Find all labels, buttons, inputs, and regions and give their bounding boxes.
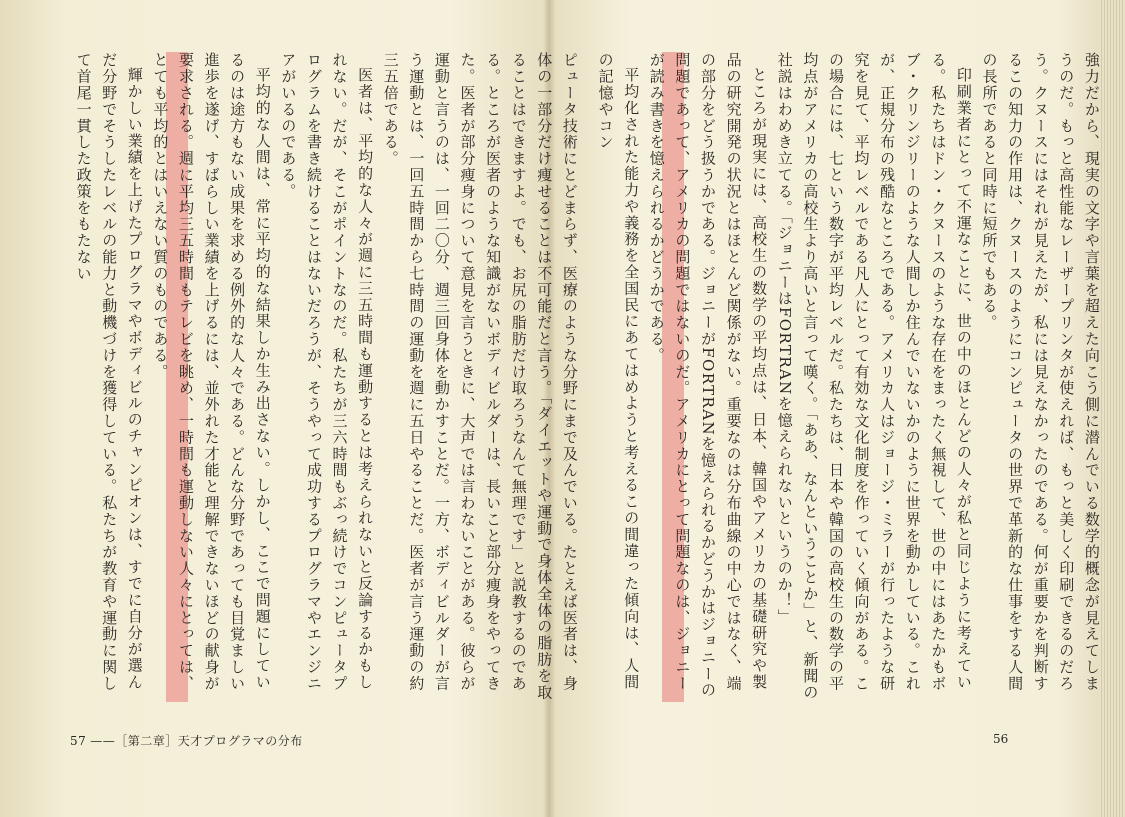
- left-paragraph-3-highlighted: 平均的な人間は、常に平均的な結果しか生み出さない。しかし、ここで問題にしているのは途方もない成果を求める例外的な人々である。どんな分野であっても目覚ましい進歩を遂げ、すばらしい業績を上げるには、並外れた才能と理解できないほどの献身が要求される。週に平均三五時間もテレビを眺め、一時間も運動しない人々にとっては、とても平均的とはいえない質のものである。: [147, 52, 275, 702]
- left-paragraph-4: 輝かしい業績を上げたプログラマやボディビルのチャンピオンは、すでに自分が選んだ分野でそうしたレベルの能力と動機づけを獲得している。私たちが教育や運動に関して首尾一貫した政策をもたない: [74, 52, 144, 692]
- left-page-number: 57: [70, 734, 87, 748]
- left-page-text: [70, 52, 582, 702]
- right-page-number: 56: [993, 732, 1009, 746]
- left-paragraph-1: ピュータ技術にとどまらず、医療のような分野にまで及んでいる。たとえば医者は、身体の一部分だけ痩せることは不可能だと言う。「ダイエットや運動で身体全体の脂肪を取ることはできますよ。でも、お尻の脂肪だけ取ろうなんて無理です」と説教するのである。ところが医者のような知識がないボディビルダーは、長いこと部分痩身をやってきた。医者が部分痩身について意見を言うときに、大声では言わないことがある。彼らが運動と言うのは、一回二〇分、週三回身体を動かすことだ。一方、ボディビルダーが言う運動とは、一回五時間から七時間の運動を週に五日やることだ。医者が言う運動の約三五倍である。: [381, 52, 579, 701]
- right-paragraph-3-highlighted: ところが現実には、高校生の数学の平均点は、日本、韓国やアメリカの基礎研究や製品の研究開発の状況とはほとんど関係がない。重要なのは分布曲線の中心ではなく、端の部分をどう扱うかである。ジョニーがFORTRANを憶えられるかどうかはジョニーの問題であって、アメリカの問題ではないのだ。アメリカにとって問題なのは、ジョニーが読み書きを憶えられるかどうかである。: [643, 52, 771, 702]
- right-paragraph-4: 平均化された能力や義務を全国民にあてはめようと考えるこの間違った傾向は、人間の記憶やコン: [596, 52, 641, 691]
- left-page: [70, 52, 579, 702]
- right-paragraph-1: 強力だから、現実の文字や言葉を超えた向こう側に潜んでいる数学的概念が見えてしまうのだ。もっと高性能なレーザープリンタが使えれば、もっと美しく印刷できるのだろう。クヌースにはそれが見えたが、私には見えなかったのである。何が重要かを判断するこの知力の作用は、クヌースのようにコンピュータの世界で革新的な仕事をする人間の長所であると同時に短所でもある。: [980, 52, 1101, 692]
- right-page: [592, 52, 1101, 702]
- right-page-text: [592, 52, 1104, 702]
- left-paragraph-2: 医者は、平均的な人々が週に三五時間も運動するとは考えられないと反論するかもしれない。だが、そこがポイントなのだ。私たちが三六時間もぶっ続けでコンピュータプログラムを書き続けることはないだろうが、そうやって成功するプログラマやエンジニアがいるのである。: [279, 52, 375, 692]
- right-paragraph-2: 印刷業者にとって不運なことに、世の中のほとんどの人々が私と同じように考えている。私たちはドン・クヌースのような存在をまったく無視して、世の中にはあたかもボブ・クリンジリーのような人間しか住んでいないかのように世界を動かしている。これが、正規分布の残酷なところである。アメリカ人はジョージ・ミラーが行ったような研究を見て、平均レベルである凡人にとって有効な文化制度を作っていく傾向がある。この場合には、七という数字が平均レベルだ。私たちは、日本や韓国の高校生の数学の平均点がアメリカの高校生より高いと言って嘆く。「ああ、なんということか」と、新聞の社説はわめき立てる。「ジョニーはFORTRANを憶えられないというのか！」: [775, 52, 973, 701]
- left-page-footer: [70, 732, 303, 749]
- running-head: ——［第二章］天才プログラマの分布: [90, 734, 303, 748]
